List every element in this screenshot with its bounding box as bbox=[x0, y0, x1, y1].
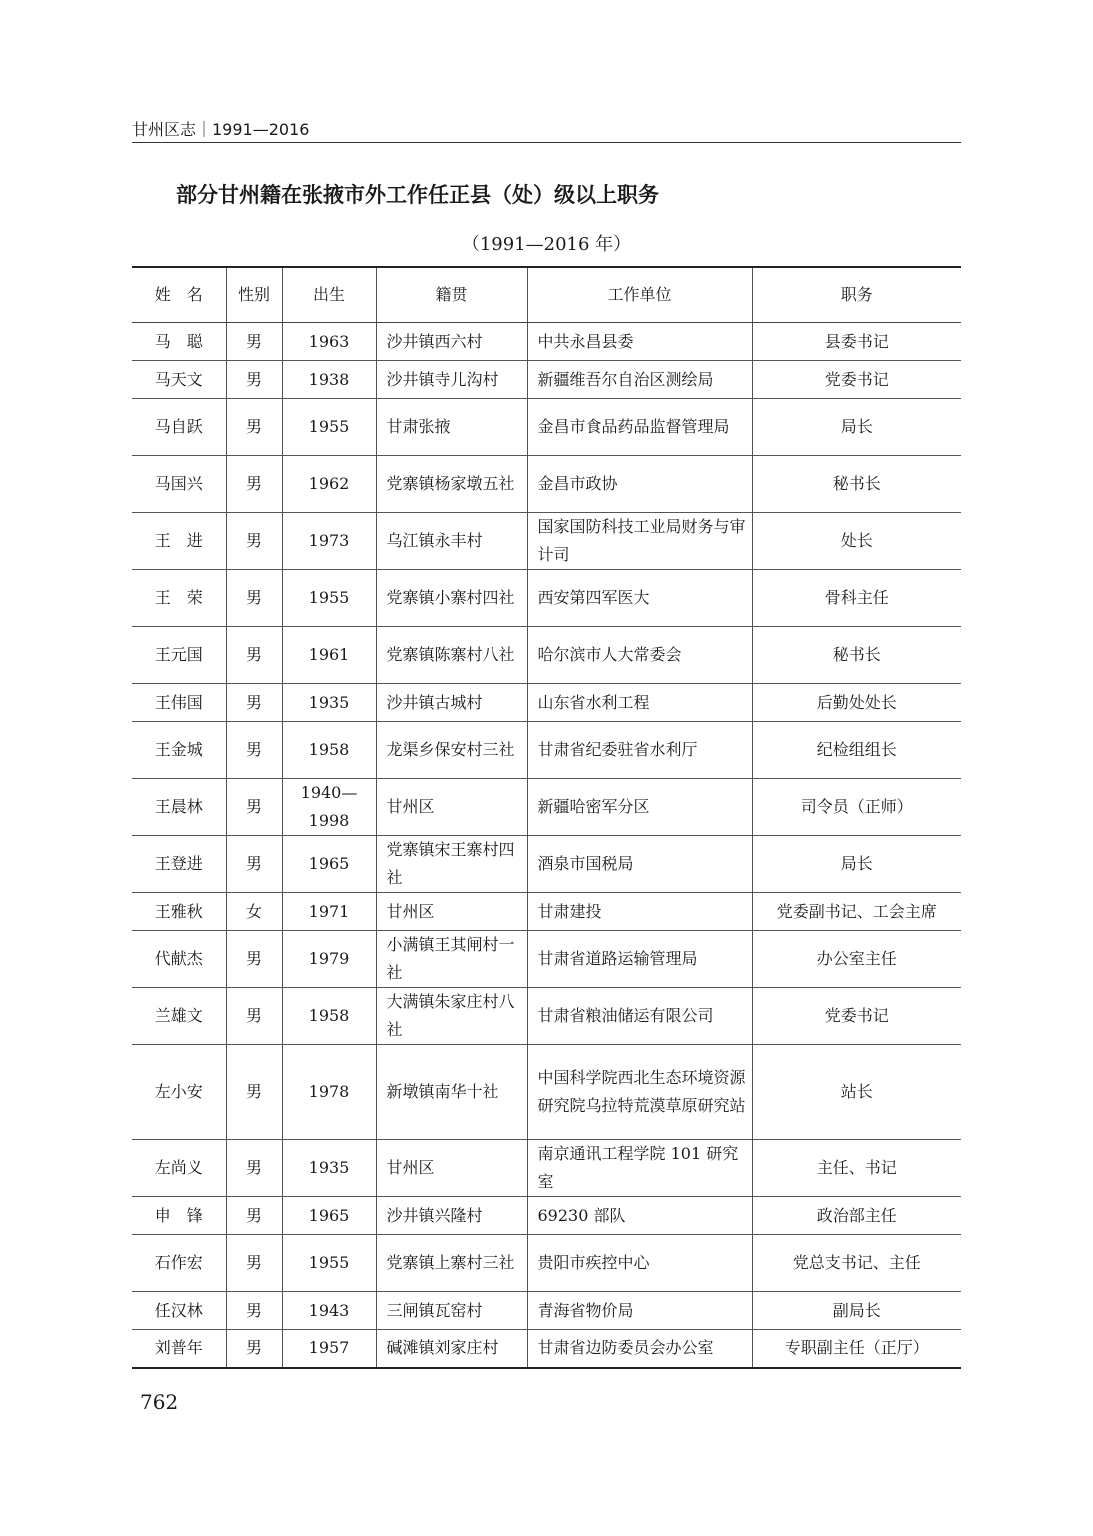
table-row bbox=[132, 1292, 961, 1330]
table-row bbox=[132, 627, 961, 684]
cell-native-place: 碱滩镇刘家庄村 bbox=[376, 1330, 527, 1368]
cell-name: 刘普年 bbox=[132, 1330, 226, 1368]
cell-name: 王伟国 bbox=[132, 684, 226, 722]
header-rule bbox=[132, 142, 961, 143]
running-header: 甘州区志｜1991—2016 bbox=[132, 120, 310, 139]
cell-birth: 1940—1998 bbox=[282, 779, 376, 836]
cell-birth: 1935 bbox=[282, 1140, 376, 1197]
cell-native-place: 党寨镇小寨村四社 bbox=[376, 570, 527, 627]
cell-gender: 女 bbox=[226, 893, 282, 931]
cell-birth: 1955 bbox=[282, 570, 376, 627]
cell-name: 代献杰 bbox=[132, 931, 226, 988]
cell-position: 秘书长 bbox=[752, 627, 961, 684]
cell-work-unit: 中共永昌县委 bbox=[527, 323, 752, 361]
column-header-work-unit: 工作单位 bbox=[527, 267, 752, 323]
cell-gender: 男 bbox=[226, 456, 282, 513]
cell-work-unit: 国家国防科技工业局财务与审计司 bbox=[527, 513, 752, 570]
page-subtitle: （1991—2016 年） bbox=[461, 234, 632, 255]
cell-native-place: 新墩镇南华十社 bbox=[376, 1045, 527, 1140]
cell-name: 王元国 bbox=[132, 627, 226, 684]
page-title: 部分甘州籍在张掖市外工作任正县（处）级以上职务 bbox=[176, 183, 659, 207]
cell-gender: 男 bbox=[226, 513, 282, 570]
cell-name: 王 进 bbox=[132, 513, 226, 570]
cell-gender: 男 bbox=[226, 323, 282, 361]
cell-gender: 男 bbox=[226, 684, 282, 722]
cell-work-unit: 甘肃建投 bbox=[527, 893, 752, 931]
cell-birth: 1955 bbox=[282, 1235, 376, 1292]
cell-position: 骨科主任 bbox=[752, 570, 961, 627]
table-row bbox=[132, 456, 961, 513]
cell-name: 马国兴 bbox=[132, 456, 226, 513]
cell-native-place: 沙井镇西六村 bbox=[376, 323, 527, 361]
cell-native-place: 党寨镇上寨村三社 bbox=[376, 1235, 527, 1292]
cell-work-unit: 中国科学院西北生态环境资源研究院乌拉特荒漠草原研究站 bbox=[527, 1045, 752, 1140]
cell-birth: 1935 bbox=[282, 684, 376, 722]
column-header-position: 职务 bbox=[752, 267, 961, 323]
cell-birth: 1971 bbox=[282, 893, 376, 931]
column-header-native-place: 籍贯 bbox=[376, 267, 527, 323]
cell-name: 马自跃 bbox=[132, 399, 226, 456]
cell-position: 后勤处处长 bbox=[752, 684, 961, 722]
page-number: 762 bbox=[140, 1390, 179, 1414]
cell-native-place: 甘州区 bbox=[376, 779, 527, 836]
cell-birth: 1962 bbox=[282, 456, 376, 513]
cell-birth: 1965 bbox=[282, 1197, 376, 1235]
cell-native-place: 沙井镇寺儿沟村 bbox=[376, 361, 527, 399]
cell-work-unit: 西安第四军医大 bbox=[527, 570, 752, 627]
column-header-birth: 出生 bbox=[282, 267, 376, 323]
cell-name: 申 锋 bbox=[132, 1197, 226, 1235]
cell-name: 任汉林 bbox=[132, 1292, 226, 1330]
cell-work-unit: 甘肃省边防委员会办公室 bbox=[527, 1330, 752, 1368]
table-row bbox=[132, 1197, 961, 1235]
table-row bbox=[132, 893, 961, 931]
cell-position: 处长 bbox=[752, 513, 961, 570]
table-row bbox=[132, 779, 961, 836]
cell-native-place: 党寨镇宋王寨村四社 bbox=[376, 836, 527, 893]
cell-gender: 男 bbox=[226, 931, 282, 988]
cell-name: 马天文 bbox=[132, 361, 226, 399]
table-row bbox=[132, 988, 961, 1045]
cell-work-unit: 哈尔滨市人大常委会 bbox=[527, 627, 752, 684]
table-row bbox=[132, 513, 961, 570]
cell-name: 王晨林 bbox=[132, 779, 226, 836]
cell-gender: 男 bbox=[226, 627, 282, 684]
cell-gender: 男 bbox=[226, 1045, 282, 1140]
cell-gender: 男 bbox=[226, 779, 282, 836]
cell-name: 王登进 bbox=[132, 836, 226, 893]
cell-gender: 男 bbox=[226, 722, 282, 779]
cell-work-unit: 酒泉市国税局 bbox=[527, 836, 752, 893]
cell-work-unit: 金昌市食品药品监督管理局 bbox=[527, 399, 752, 456]
cell-native-place: 龙渠乡保安村三社 bbox=[376, 722, 527, 779]
table-row bbox=[132, 323, 961, 361]
cell-position: 党委书记 bbox=[752, 361, 961, 399]
cell-birth: 1938 bbox=[282, 361, 376, 399]
cell-position: 办公室主任 bbox=[752, 931, 961, 988]
cell-birth: 1973 bbox=[282, 513, 376, 570]
cell-position: 党总支书记、主任 bbox=[752, 1235, 961, 1292]
cell-name: 兰雄文 bbox=[132, 988, 226, 1045]
cell-position: 局长 bbox=[752, 836, 961, 893]
table-row bbox=[132, 684, 961, 722]
table-row bbox=[132, 722, 961, 779]
cell-position: 党委副书记、工会主席 bbox=[752, 893, 961, 931]
cell-position: 局长 bbox=[752, 399, 961, 456]
cell-name: 左尚义 bbox=[132, 1140, 226, 1197]
cell-birth: 1958 bbox=[282, 722, 376, 779]
cell-birth: 1978 bbox=[282, 1045, 376, 1140]
cell-work-unit: 新疆哈密军分区 bbox=[527, 779, 752, 836]
table-header-row bbox=[132, 267, 961, 323]
cell-birth: 1979 bbox=[282, 931, 376, 988]
table-body bbox=[132, 323, 961, 1368]
column-header-name: 姓 名 bbox=[132, 267, 226, 323]
cell-native-place: 大满镇朱家庄村八社 bbox=[376, 988, 527, 1045]
cell-position: 专职副主任（正厅） bbox=[752, 1330, 961, 1368]
cell-position: 站长 bbox=[752, 1045, 961, 1140]
cell-native-place: 沙井镇古城村 bbox=[376, 684, 527, 722]
table-row bbox=[132, 570, 961, 627]
cell-birth: 1955 bbox=[282, 399, 376, 456]
cell-position: 司令员（正师） bbox=[752, 779, 961, 836]
table-row bbox=[132, 931, 961, 988]
cell-gender: 男 bbox=[226, 1235, 282, 1292]
cell-name: 王金城 bbox=[132, 722, 226, 779]
cell-birth: 1961 bbox=[282, 627, 376, 684]
cell-native-place: 甘州区 bbox=[376, 893, 527, 931]
cell-name: 马 聪 bbox=[132, 323, 226, 361]
cell-work-unit: 贵阳市疾控中心 bbox=[527, 1235, 752, 1292]
cell-work-unit: 山东省水利工程 bbox=[527, 684, 752, 722]
cell-gender: 男 bbox=[226, 988, 282, 1045]
cell-work-unit: 金昌市政协 bbox=[527, 456, 752, 513]
table-row bbox=[132, 1235, 961, 1292]
cell-position: 秘书长 bbox=[752, 456, 961, 513]
cell-name: 王雅秋 bbox=[132, 893, 226, 931]
cell-name: 石作宏 bbox=[132, 1235, 226, 1292]
cell-native-place: 沙井镇兴隆村 bbox=[376, 1197, 527, 1235]
cell-native-place: 甘肃张掖 bbox=[376, 399, 527, 456]
cell-position: 政治部主任 bbox=[752, 1197, 961, 1235]
cell-birth: 1963 bbox=[282, 323, 376, 361]
table-row bbox=[132, 1045, 961, 1140]
cell-gender: 男 bbox=[226, 361, 282, 399]
table-row bbox=[132, 1140, 961, 1197]
cell-native-place: 三闸镇瓦窑村 bbox=[376, 1292, 527, 1330]
cell-work-unit: 甘肃省粮油储运有限公司 bbox=[527, 988, 752, 1045]
cell-native-place: 乌江镇永丰村 bbox=[376, 513, 527, 570]
cell-name: 王 荣 bbox=[132, 570, 226, 627]
officials-table bbox=[132, 266, 961, 1369]
table-row bbox=[132, 361, 961, 399]
cell-position: 纪检组组长 bbox=[752, 722, 961, 779]
cell-position: 党委书记 bbox=[752, 988, 961, 1045]
cell-position: 县委书记 bbox=[752, 323, 961, 361]
cell-native-place: 小满镇王其闸村一社 bbox=[376, 931, 527, 988]
cell-work-unit: 甘肃省纪委驻省水利厅 bbox=[527, 722, 752, 779]
cell-gender: 男 bbox=[226, 1197, 282, 1235]
cell-birth: 1958 bbox=[282, 988, 376, 1045]
cell-name: 左小安 bbox=[132, 1045, 226, 1140]
cell-work-unit: 69230 部队 bbox=[527, 1197, 752, 1235]
cell-gender: 男 bbox=[226, 1292, 282, 1330]
cell-gender: 男 bbox=[226, 1330, 282, 1368]
cell-work-unit: 甘肃省道路运输管理局 bbox=[527, 931, 752, 988]
cell-gender: 男 bbox=[226, 399, 282, 456]
cell-position: 主任、书记 bbox=[752, 1140, 961, 1197]
cell-gender: 男 bbox=[226, 836, 282, 893]
cell-position: 副局长 bbox=[752, 1292, 961, 1330]
table-row bbox=[132, 399, 961, 456]
cell-native-place: 甘州区 bbox=[376, 1140, 527, 1197]
cell-work-unit: 南京通讯工程学院 101 研究室 bbox=[527, 1140, 752, 1197]
cell-birth: 1943 bbox=[282, 1292, 376, 1330]
cell-birth: 1957 bbox=[282, 1330, 376, 1368]
table-row bbox=[132, 1330, 961, 1368]
cell-work-unit: 新疆维吾尔自治区测绘局 bbox=[527, 361, 752, 399]
table-row bbox=[132, 836, 961, 893]
cell-native-place: 党寨镇杨家墩五社 bbox=[376, 456, 527, 513]
cell-work-unit: 青海省物价局 bbox=[527, 1292, 752, 1330]
cell-native-place: 党寨镇陈寨村八社 bbox=[376, 627, 527, 684]
cell-birth: 1965 bbox=[282, 836, 376, 893]
cell-gender: 男 bbox=[226, 570, 282, 627]
cell-gender: 男 bbox=[226, 1140, 282, 1197]
column-header-gender: 性别 bbox=[226, 267, 282, 323]
